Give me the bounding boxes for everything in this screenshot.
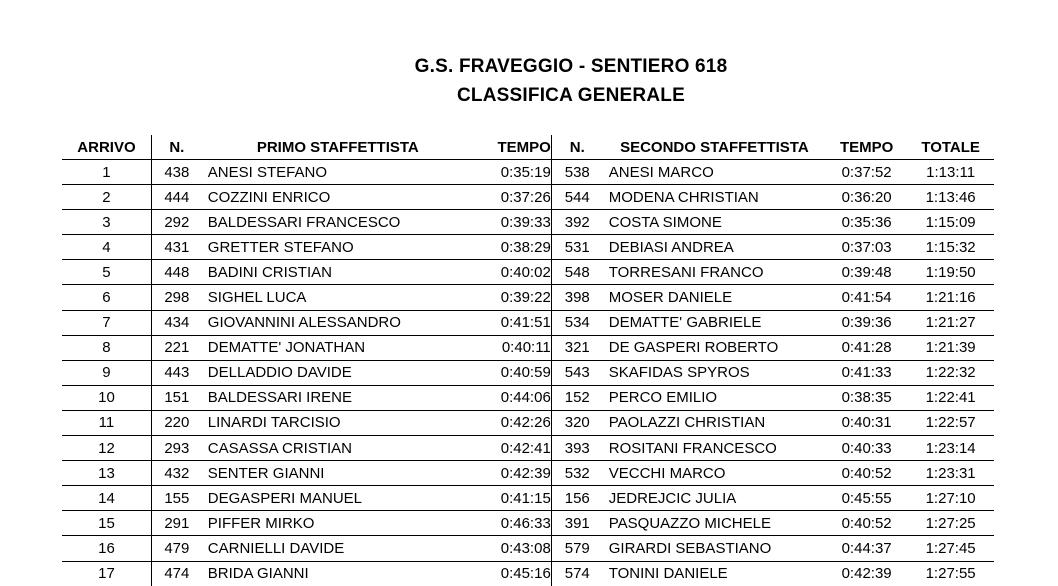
cell-n2: 152	[551, 385, 602, 410]
cell-n1: 431	[151, 235, 201, 260]
table-row	[62, 360, 994, 385]
cell-n1: 434	[151, 310, 201, 335]
cell-tempo2: 0:37:52	[826, 160, 907, 185]
cell-arrivo: 7	[62, 310, 151, 335]
cell-tempo1: 0:42:26	[474, 410, 551, 435]
cell-n1: 444	[151, 185, 201, 210]
cell-secondo-staffettista: MODENA CHRISTIAN	[603, 185, 826, 210]
table-row	[62, 486, 994, 511]
cell-primo-staffettista: CASASSA CRISTIAN	[202, 436, 474, 461]
cell-n2: 548	[551, 260, 602, 285]
cell-n1: 448	[151, 260, 201, 285]
cell-arrivo: 4	[62, 235, 151, 260]
cell-tempo2: 0:38:35	[826, 385, 907, 410]
cell-tempo2: 0:41:33	[826, 360, 907, 385]
cell-totale: 1:21:39	[907, 335, 994, 360]
table-row	[62, 235, 994, 260]
cell-tempo1: 0:40:11	[474, 335, 551, 360]
cell-arrivo: 8	[62, 335, 151, 360]
cell-tempo1: 0:41:51	[474, 310, 551, 335]
cell-n2: 574	[551, 561, 602, 586]
cell-tempo2: 0:40:52	[826, 461, 907, 486]
table-row	[62, 536, 994, 561]
cell-n1: 291	[151, 511, 201, 536]
cell-secondo-staffettista: DE GASPERI ROBERTO	[603, 335, 826, 360]
cell-primo-staffettista: CARNIELLI DAVIDE	[202, 536, 474, 561]
header-primo-staffettista: PRIMO STAFFETTISTA	[256, 138, 419, 156]
cell-tempo1: 0:45:16	[474, 561, 551, 586]
cell-tempo2: 0:41:28	[826, 335, 907, 360]
cell-n2: 156	[551, 486, 602, 511]
header-totale: TOTALE	[921, 138, 980, 156]
table-row	[62, 285, 994, 310]
cell-tempo1: 0:43:08	[474, 536, 551, 561]
cell-arrivo: 3	[62, 210, 151, 235]
cell-secondo-staffettista: VECCHI MARCO	[603, 461, 826, 486]
header-tempo1: TEMPO	[497, 138, 551, 156]
cell-tempo2: 0:39:48	[826, 260, 907, 285]
cell-arrivo: 16	[62, 536, 151, 561]
cell-primo-staffettista: GIOVANNINI ALESSANDRO	[202, 310, 474, 335]
cell-arrivo: 12	[62, 436, 151, 461]
cell-n1: 479	[151, 536, 201, 561]
cell-tempo1: 0:40:59	[474, 360, 551, 385]
cell-secondo-staffettista: GIRARDI SEBASTIANO	[603, 536, 826, 561]
cell-arrivo: 2	[62, 185, 151, 210]
cell-n2: 544	[551, 185, 602, 210]
cell-tempo2: 0:40:52	[826, 511, 907, 536]
cell-totale: 1:23:14	[907, 436, 994, 461]
cell-n2: 320	[551, 410, 602, 435]
cell-totale: 1:27:10	[907, 486, 994, 511]
cell-primo-staffettista: BADINI CRISTIAN	[202, 260, 474, 285]
cell-primo-staffettista: SIGHEL LUCA	[202, 285, 474, 310]
cell-primo-staffettista: BRIDA GIANNI	[202, 561, 474, 586]
cell-n1: 220	[151, 410, 201, 435]
cell-tempo1: 0:44:06	[474, 385, 551, 410]
cell-totale: 1:22:57	[907, 410, 994, 435]
cell-primo-staffettista: GRETTER STEFANO	[202, 235, 474, 260]
cell-totale: 1:21:16	[907, 285, 994, 310]
cell-totale: 1:13:11	[907, 160, 994, 185]
cell-totale: 1:23:31	[907, 461, 994, 486]
cell-primo-staffettista: ANESI STEFANO	[202, 160, 474, 185]
cell-secondo-staffettista: DEMATTE' GABRIELE	[603, 310, 826, 335]
cell-n1: 221	[151, 335, 201, 360]
cell-primo-staffettista: BALDESSARI FRANCESCO	[202, 210, 474, 235]
cell-n1: 443	[151, 360, 201, 385]
cell-tempo2: 0:41:54	[826, 285, 907, 310]
header-secondo-staffettista: SECONDO STAFFETTISTA	[620, 138, 809, 156]
cell-n2: 579	[551, 536, 602, 561]
cell-totale: 1:15:09	[907, 210, 994, 235]
cell-totale: 1:21:27	[907, 310, 994, 335]
cell-tempo2: 0:40:33	[826, 436, 907, 461]
cell-primo-staffettista: DEMATTE' JONATHAN	[202, 335, 474, 360]
cell-n2: 393	[551, 436, 602, 461]
cell-n1: 432	[151, 461, 201, 486]
cell-secondo-staffettista: TONINI DANIELE	[603, 561, 826, 586]
cell-totale: 1:27:45	[907, 536, 994, 561]
header-tempo2: TEMPO	[839, 138, 894, 156]
cell-totale: 1:13:46	[907, 185, 994, 210]
cell-secondo-staffettista: ANESI MARCO	[603, 160, 826, 185]
cell-arrivo: 14	[62, 486, 151, 511]
cell-n1: 474	[151, 561, 201, 586]
cell-tempo1: 0:46:33	[474, 511, 551, 536]
page-subtitle: CLASSIFICA GENERALE	[457, 85, 685, 106]
cell-arrivo: 1	[62, 160, 151, 185]
cell-n2: 398	[551, 285, 602, 310]
table-header-row	[62, 135, 994, 160]
cell-n1: 298	[151, 285, 201, 310]
cell-arrivo: 13	[62, 461, 151, 486]
cell-n1: 438	[151, 160, 201, 185]
cell-secondo-staffettista: JEDREJCIC JULIA	[603, 486, 826, 511]
table-row	[62, 561, 994, 586]
cell-tempo2: 0:35:36	[826, 210, 907, 235]
cell-tempo1: 0:37:26	[474, 185, 551, 210]
cell-tempo1: 0:42:41	[474, 436, 551, 461]
cell-tempo1: 0:40:02	[474, 260, 551, 285]
cell-totale: 1:22:41	[907, 385, 994, 410]
cell-n2: 531	[551, 235, 602, 260]
cell-secondo-staffettista: COSTA SIMONE	[603, 210, 826, 235]
cell-tempo1: 0:39:33	[474, 210, 551, 235]
cell-arrivo: 6	[62, 285, 151, 310]
table-row	[62, 385, 994, 410]
cell-n2: 391	[551, 511, 602, 536]
cell-arrivo: 15	[62, 511, 151, 536]
cell-arrivo: 9	[62, 360, 151, 385]
cell-n2: 534	[551, 310, 602, 335]
cell-totale: 1:27:55	[907, 561, 994, 586]
cell-tempo2: 0:42:39	[826, 561, 907, 586]
cell-tempo1: 0:38:29	[474, 235, 551, 260]
cell-primo-staffettista: DEGASPERI MANUEL	[202, 486, 474, 511]
cell-tempo1: 0:39:22	[474, 285, 551, 310]
cell-arrivo: 11	[62, 410, 151, 435]
cell-arrivo: 5	[62, 260, 151, 285]
cell-tempo2: 0:39:36	[826, 310, 907, 335]
table-row	[62, 461, 994, 486]
header-n1: N.	[151, 135, 201, 160]
cell-tempo1: 0:35:19	[474, 160, 551, 185]
cell-secondo-staffettista: ROSITANI FRANCESCO	[603, 436, 826, 461]
cell-secondo-staffettista: PAOLAZZI CHRISTIAN	[603, 410, 826, 435]
cell-tempo2: 0:36:20	[826, 185, 907, 210]
cell-secondo-staffettista: DEBIASI ANDREA	[603, 235, 826, 260]
table-row	[62, 210, 994, 235]
cell-n2: 543	[551, 360, 602, 385]
table-row	[62, 260, 994, 285]
cell-n1: 292	[151, 210, 201, 235]
cell-totale: 1:15:32	[907, 235, 994, 260]
table-row	[62, 436, 994, 461]
cell-secondo-staffettista: SKAFIDAS SPYROS	[603, 360, 826, 385]
table-row	[62, 160, 994, 185]
header-arrivo: ARRIVO	[77, 138, 136, 156]
page-title: G.S. FRAVEGGIO - SENTIERO 618	[414, 56, 728, 77]
cell-primo-staffettista: BALDESSARI IRENE	[202, 385, 474, 410]
cell-primo-staffettista: LINARDI TARCISIO	[202, 410, 474, 435]
cell-primo-staffettista: COZZINI ENRICO	[202, 185, 474, 210]
cell-n1: 155	[151, 486, 201, 511]
cell-primo-staffettista: SENTER GIANNI	[202, 461, 474, 486]
cell-secondo-staffettista: TORRESANI FRANCO	[603, 260, 826, 285]
cell-primo-staffettista: PIFFER MIRKO	[202, 511, 474, 536]
cell-primo-staffettista: DELLADDIO DAVIDE	[202, 360, 474, 385]
table-row	[62, 185, 994, 210]
cell-arrivo: 17	[62, 561, 151, 586]
table-row	[62, 410, 994, 435]
cell-n2: 538	[551, 160, 602, 185]
cell-tempo2: 0:45:55	[826, 486, 907, 511]
table-row	[62, 511, 994, 536]
cell-totale: 1:19:50	[907, 260, 994, 285]
table-body	[62, 160, 994, 586]
cell-totale: 1:27:25	[907, 511, 994, 536]
cell-totale: 1:22:32	[907, 360, 994, 385]
cell-tempo2: 0:44:37	[826, 536, 907, 561]
cell-n2: 392	[551, 210, 602, 235]
cell-arrivo: 10	[62, 385, 151, 410]
cell-n1: 293	[151, 436, 201, 461]
cell-n2: 321	[551, 335, 602, 360]
table-row	[62, 335, 994, 360]
cell-tempo1: 0:42:39	[474, 461, 551, 486]
cell-tempo1: 0:41:15	[474, 486, 551, 511]
cell-tempo2: 0:40:31	[826, 410, 907, 435]
cell-secondo-staffettista: PASQUAZZO MICHELE	[603, 511, 826, 536]
cell-n1: 151	[151, 385, 201, 410]
results-table	[62, 135, 994, 586]
cell-secondo-staffettista: MOSER DANIELE	[603, 285, 826, 310]
table-row	[62, 310, 994, 335]
cell-tempo2: 0:37:03	[826, 235, 907, 260]
cell-n2: 532	[551, 461, 602, 486]
cell-secondo-staffettista: PERCO EMILIO	[603, 385, 826, 410]
header-n2: N.	[551, 135, 602, 160]
